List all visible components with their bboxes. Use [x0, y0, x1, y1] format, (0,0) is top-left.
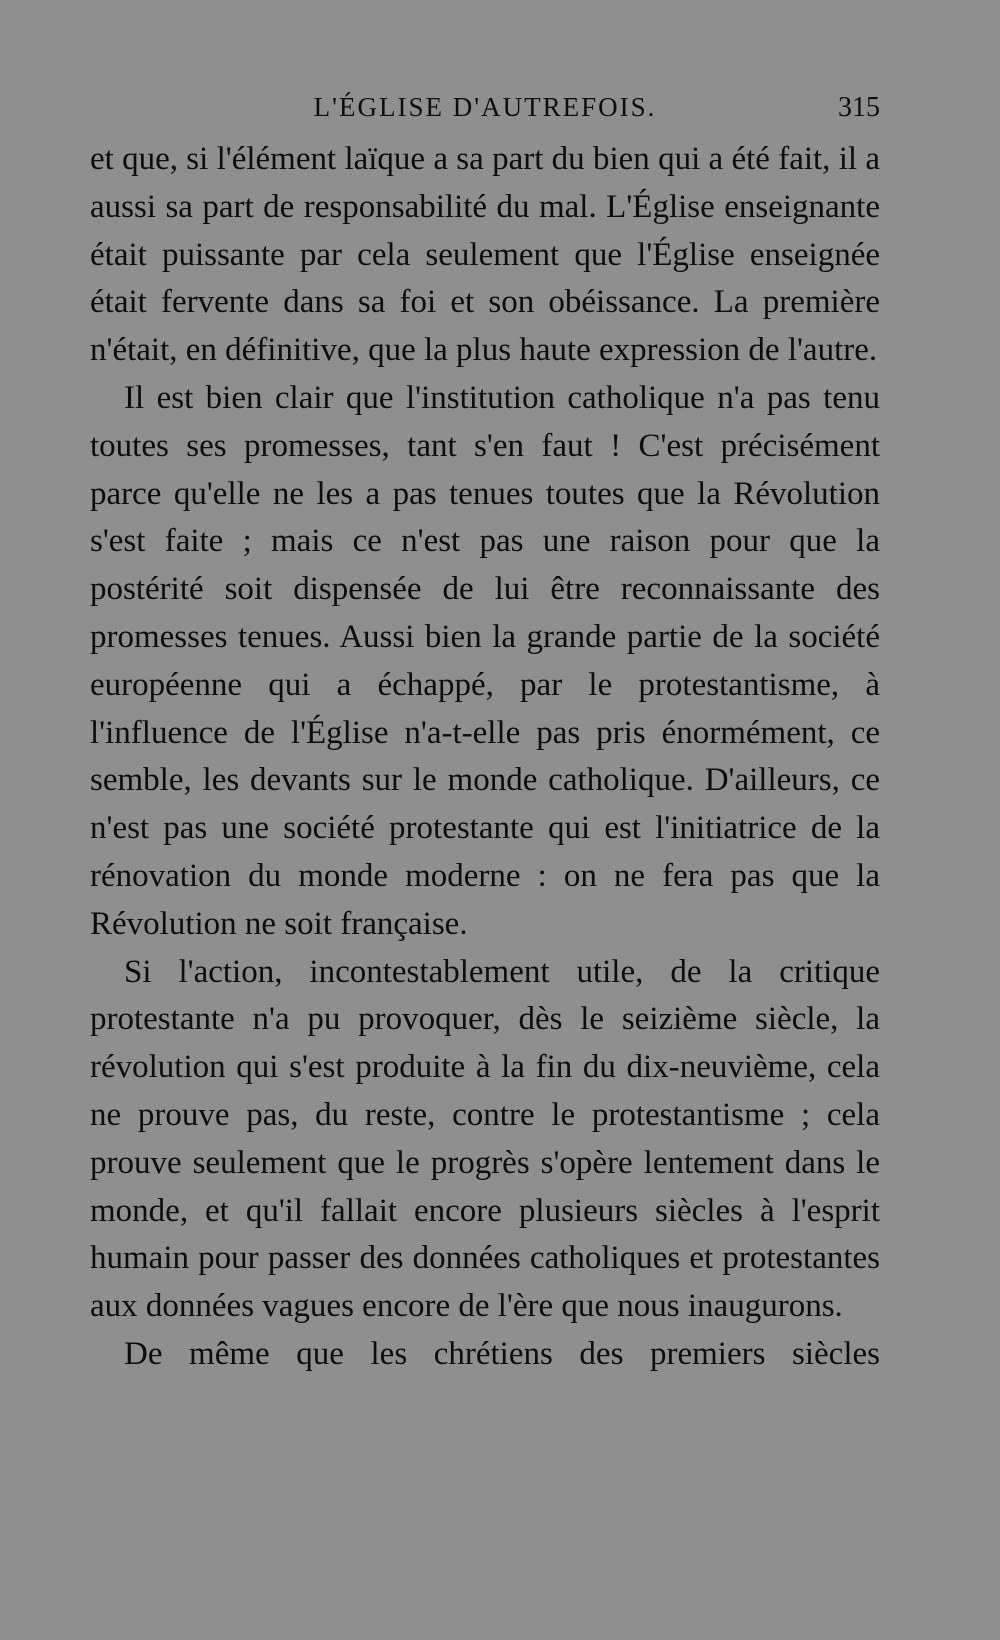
paragraph-continuation: et que, si l'élément laïque a sa part du bien qui a été fait, il a aussi sa part de responsabilité du mal. L'Église enseignante était puissante par cela seulement que l'Église enseignée était fervente dans sa foi et son obéissance. La première n'était, en définitive, que la plus haute expression de l'autre.	[90, 141, 880, 369]
running-title: L'ÉGLISE D'AUTREFOIS.	[313, 92, 657, 122]
paragraph: Si l'action, incontestablement utile, de la critique protestante n'a pu provoquer, dès le seizième siècle, la révolution qui s'est produite à la fin du dix-neuvième, cela ne prouve pas, du reste, contre le protestantisme ; cela prouve seulement que le progrès s'opère lentement dans le monde, et qu'il fallait encore plusieurs siècles à l'esprit humain pour passer des données catholiques et protestantes aux données vagues encore de l'ère que nous inaugurons.	[90, 953, 880, 1325]
paragraph-start: De même que les chrétiens des premiers siècles	[124, 1335, 880, 1372]
book-page	[90, 92, 880, 1379]
paragraph: Il est bien clair que l'institution catholique n'a pas tenu toutes ses promesses, tant s'en faut ! C'est précisément parce qu'elle ne les a pas tenues toutes que la Révolution s'est faite ; mais ce n'est pas une raison pour que la postérité soit dispensée de lui être reconnaissante des promesses tenues. Aussi bien la grande partie de la société européenne qui a échappé, par le protestantisme, à l'influence de l'Église n'a-t-elle pas pris énormément, ce semble, les devants sur le monde catholique. D'ailleurs, ce n'est pas une société protestante qui est l'initiatrice de la rénovation du monde moderne : on ne fera pas que la Révolution ne soit française.	[90, 379, 880, 942]
running-head	[90, 92, 880, 136]
body-text	[90, 136, 880, 1379]
page-number: 315	[838, 92, 880, 123]
